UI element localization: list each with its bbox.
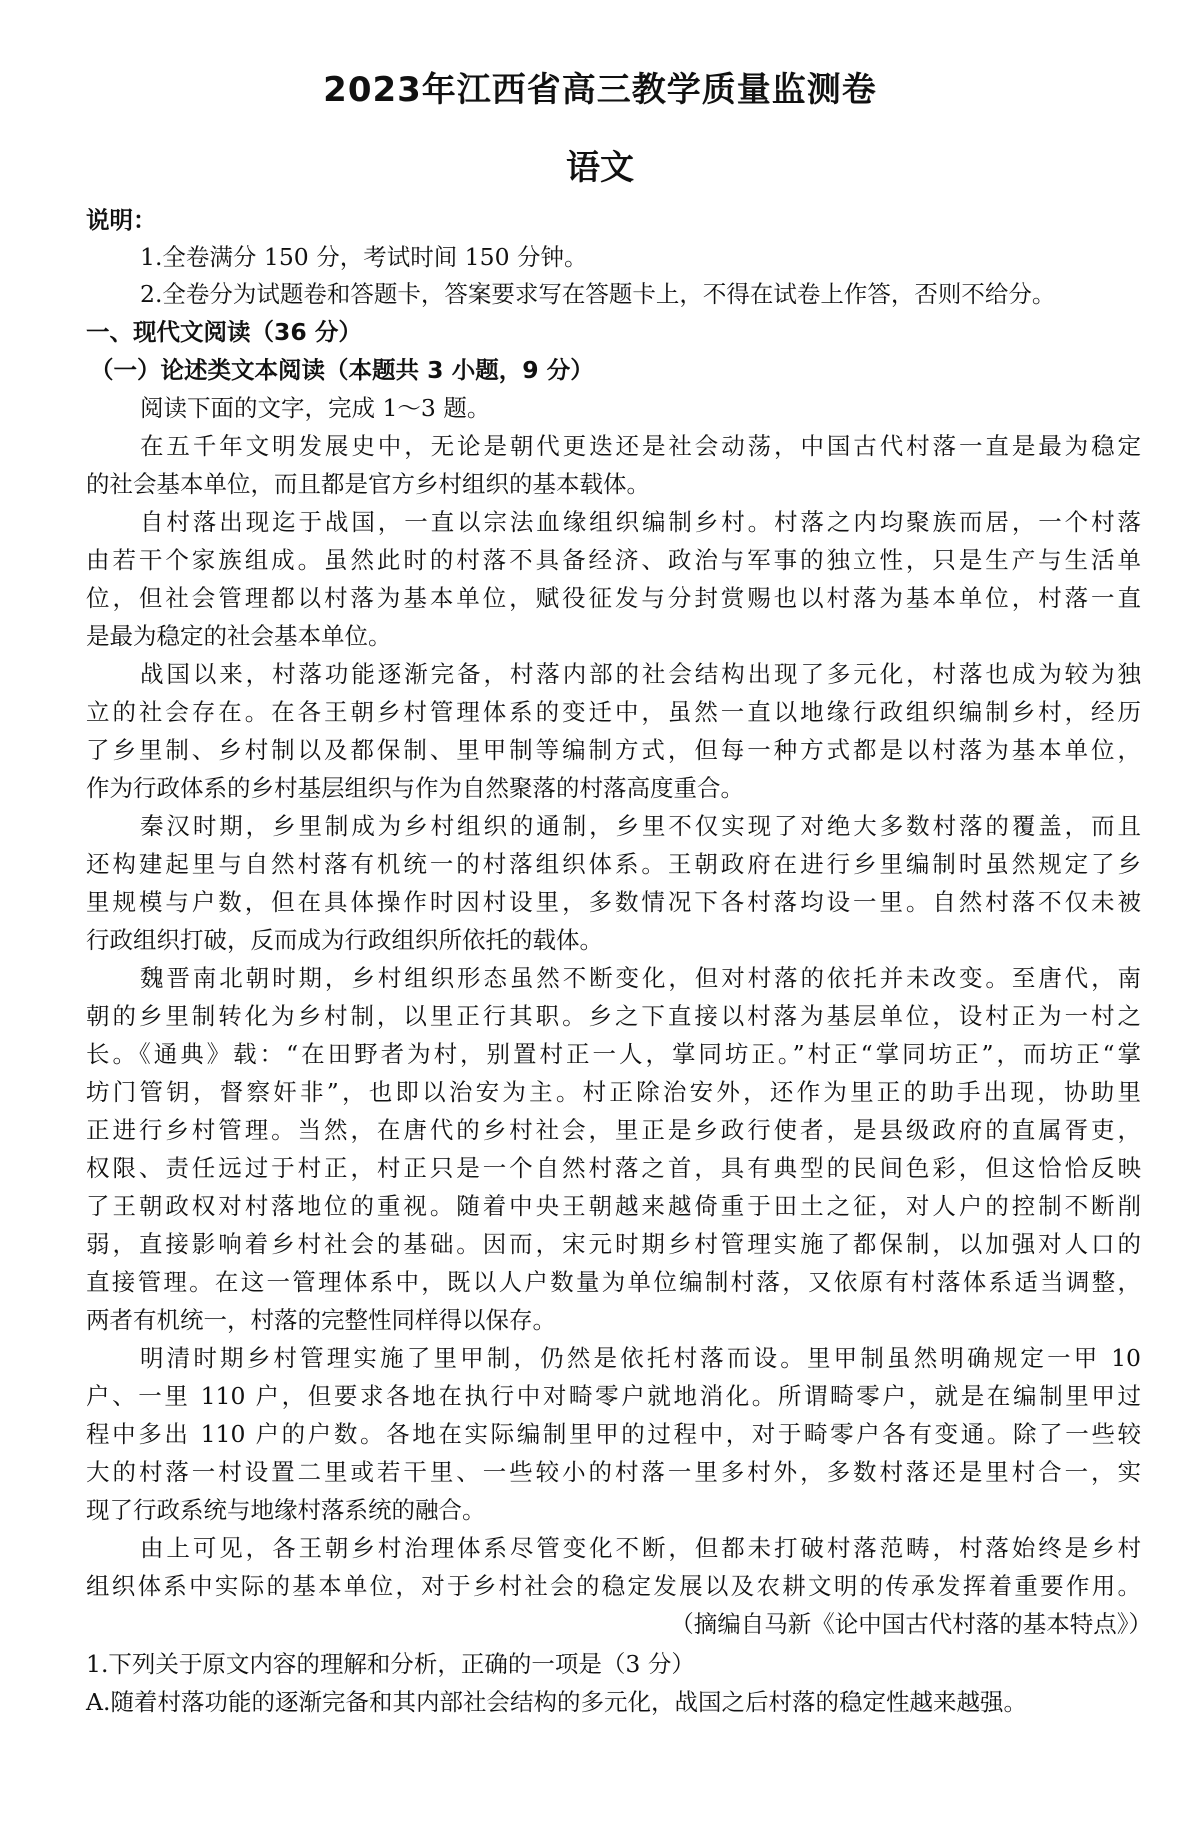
passage-line: 由若干个家族组成。虽然此时的村落不具备经济、政治与军事的独立性，只是生产与生活单 xyxy=(86,546,1141,574)
passage-line: 坊门管钥，督察奸非”，也即以治安为主。村正除治安外，还作为里正的助手出现，协助里 xyxy=(86,1078,1141,1106)
passage-line: 位，但社会管理都以村落为基本单位，赋役征发与分封赏赐也以村落为基本单位，村落一直 xyxy=(86,584,1141,612)
reading-prompt: 阅读下面的文字，完成 1～3 题。 xyxy=(140,394,491,422)
passage-line: 里规模与户数，但在具体操作时因村设里，多数情况下各村落均设一里。自然村落不仅未被 xyxy=(86,888,1141,916)
section-heading: 一、现代文阅读（36 分） xyxy=(86,318,362,346)
passage-line: 行政组织打破，反而成为行政组织所依托的载体。 xyxy=(86,926,603,954)
passage-line: 作为行政体系的乡村基层组织与作为自然聚落的村落高度重合。 xyxy=(86,774,744,802)
passage-line: 两者有机统一，村落的完整性同样得以保存。 xyxy=(86,1306,556,1334)
passage-line: 大的村落一村设置二里或若干里、一些较小的村落一里多村外，多数村落还是里村合一，实 xyxy=(86,1458,1141,1486)
instruction-item: 1.全卷满分 150 分，考试时间 150 分钟。 xyxy=(140,243,588,271)
passage-line: 长。《通典》载：“在田野者为村，别置村正一人，掌同坊正。”村正“掌同坊正”，而坊正“掌 xyxy=(86,1040,1141,1068)
passage-line: 的社会基本单位，而且都是官方乡村组织的基本载体。 xyxy=(86,470,650,498)
passage-source: （摘编自马新《论中国古代村落的基本特点》） xyxy=(670,1610,1152,1638)
passage-line: 直接管理。在这一管理体系中，既以人户数量为单位编制村落，又依原有村落体系适当调整， xyxy=(86,1268,1141,1296)
question-option-a: A.随着村落功能的逐渐完备和其内部社会结构的多元化，战国之后村落的稳定性越来越强。 xyxy=(86,1688,1027,1716)
subsection-heading: （一）论述类文本阅读（本题共 3 小题，9 分） xyxy=(90,356,594,384)
passage-line: 立的社会存在。在各王朝乡村管理体系的变迁中，虽然一直以地缘行政组织编制乡村，经历 xyxy=(86,698,1141,726)
passage-line: 了乡里制、乡村制以及都保制、里甲制等编制方式，但每一种方式都是以村落为基本单位， xyxy=(86,736,1141,764)
exam-title: 2023年江西省高三教学质量监测卷 xyxy=(323,70,877,110)
instructions-heading: 说明： xyxy=(86,206,157,234)
passage-line: 弱，直接影响着乡村社会的基础。因而，宋元时期乡村管理实施了都保制，以加强对人口的 xyxy=(86,1230,1141,1258)
passage-line: 自村落出现迄于战国，一直以宗法血缘组织编制乡村。村落之内均聚族而居，一个村落 xyxy=(140,508,1141,536)
instruction-item: 2.全卷分为试题卷和答题卡，答案要求写在答题卡上，不得在试卷上作答，否则不给分。 xyxy=(140,280,1056,308)
passage-line: 由上可见，各王朝乡村治理体系尽管变化不断，但都未打破村落范畴，村落始终是乡村 xyxy=(140,1534,1141,1562)
passage-line: 组织体系中实际的基本单位，对于乡村社会的稳定发展以及农耕文明的传承发挥着重要作用。 xyxy=(86,1572,1141,1600)
passage-line: 战国以来，村落功能逐渐完备，村落内部的社会结构出现了多元化，村落也成为较为独 xyxy=(140,660,1141,688)
subject-title: 语文 xyxy=(566,148,634,188)
passage-line: 是最为稳定的社会基本单位。 xyxy=(86,622,392,650)
passage-line: 正进行乡村管理。当然，在唐代的乡村社会，里正是乡政行使者，是县级政府的直属胥吏， xyxy=(86,1116,1141,1144)
passage-line: 魏晋南北朝时期，乡村组织形态虽然不断变化，但对村落的依托并未改变。至唐代，南 xyxy=(140,964,1141,992)
passage-line: 现了行政系统与地缘村落系统的融合。 xyxy=(86,1496,486,1524)
passage-line: 户、一里 110 户，但要求各地在执行中对畸零户就地消化。所谓畸零户，就是在编制里甲过 xyxy=(86,1382,1141,1410)
passage-line: 在五千年文明发展史中，无论是朝代更迭还是社会动荡，中国古代村落一直是最为稳定 xyxy=(140,432,1141,460)
passage-line: 程中多出 110 户的户数。各地在实际编制里甲的过程中，对于畸零户各有变通。除了一些较 xyxy=(86,1420,1141,1448)
passage-line: 还构建起里与自然村落有机统一的村落组织体系。王朝政府在进行乡里编制时虽然规定了乡 xyxy=(86,850,1141,878)
passage-line: 明清时期乡村管理实施了里甲制，仍然是依托村落而设。里甲制虽然明确规定一甲 10 xyxy=(140,1344,1141,1372)
passage-line: 了王朝政权对村落地位的重视。随着中央王朝越来越倚重于田土之征，对人户的控制不断削 xyxy=(86,1192,1141,1220)
passage-line: 权限、责任远过于村正，村正只是一个自然村落之首，具有典型的民间色彩，但这恰恰反映 xyxy=(86,1154,1141,1182)
passage-line: 朝的乡里制转化为乡村制，以里正行其职。乡之下直接以村落为基层单位，设村正为一村之 xyxy=(86,1002,1141,1030)
passage-line: 秦汉时期，乡里制成为乡村组织的通制，乡里不仅实现了对绝大多数村落的覆盖，而且 xyxy=(140,812,1141,840)
question-stem: 1.下列关于原文内容的理解和分析，正确的一项是（3 分） xyxy=(86,1650,695,1678)
